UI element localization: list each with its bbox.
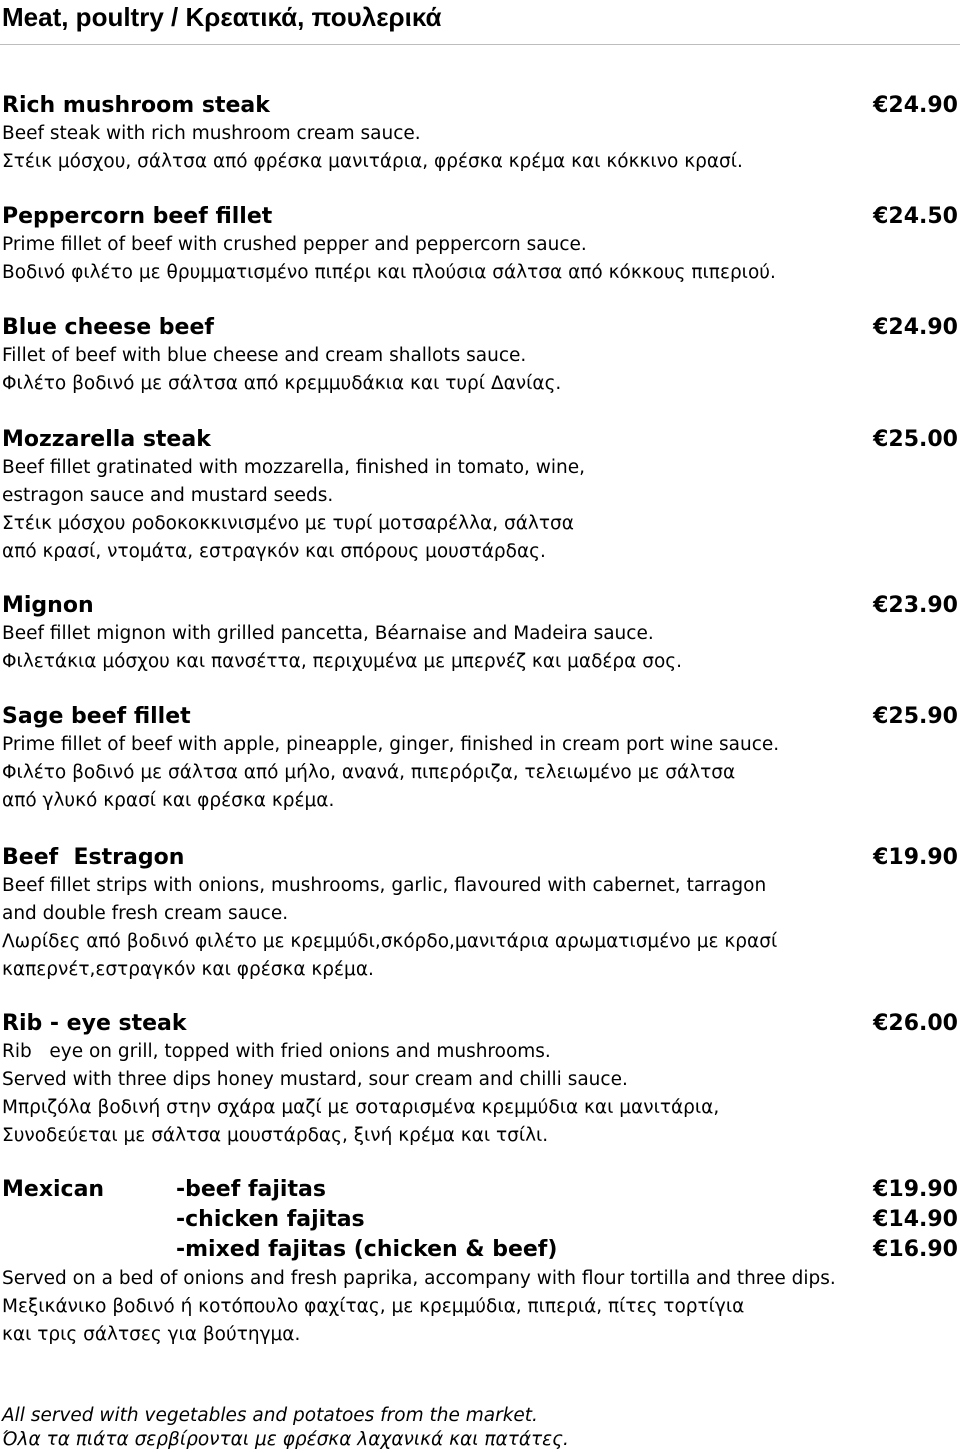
item-description: Prime fillet of beef with crushed pepper and peppercorn sauce. — [2, 234, 587, 255]
fajita-option: -chicken fajitas — [176, 1207, 365, 1232]
item-price: €19.90 — [873, 845, 958, 870]
item-description: από κρασί, ντομάτα, εστραγκόν και σπόρους μουστάρδας. — [2, 541, 546, 562]
menu-item — [2, 203, 958, 287]
item-description: Μπριζόλα βοδινή στην σχάρα μαζί με σοταρισμένα κρεμμύδια και μανιτάρια, — [2, 1097, 720, 1118]
item-description: and double fresh cream sauce. — [2, 903, 289, 924]
item-name: Rib - eye steak — [2, 1011, 187, 1036]
item-description: καπερνέτ,εστραγκόν και φρέσκα κρέμα. — [2, 959, 374, 980]
item-price: €24.50 — [873, 204, 958, 229]
item-description: Στέικ μόσχου ροδοκοκκινισμένο με τυρί μοτσαρέλλα, σάλτσα — [2, 513, 574, 534]
item-name: Rich mushroom steak — [2, 93, 270, 118]
menu-item — [2, 314, 958, 398]
menu-item — [2, 92, 958, 176]
item-description: Served with three dips honey mustard, sour cream and chilli sauce. — [2, 1069, 628, 1090]
item-description: Λωρίδες από βοδινό φιλέτο με κρεμμύδι,σκόρδο,μανιτάρια αρωματισμένο με κρασί — [2, 931, 778, 952]
item-name: Mignon — [2, 593, 94, 618]
item-price: €25.00 — [873, 427, 958, 452]
footer-note-greek: Όλα τα πιάτα σερβίρονται με φρέσκα λαχανικά και πατάτες. — [2, 1429, 569, 1450]
item-description: Beef fillet gratinated with mozzarella, finished in tomato, wine, — [2, 457, 586, 478]
menu-item — [2, 1010, 958, 1150]
item-name: Mozzarella steak — [2, 427, 211, 452]
item-name: Peppercorn beef fillet — [2, 204, 273, 229]
fajita-option: -mixed fajitas (chicken & beef) — [176, 1237, 558, 1262]
footer-note-english: All served with vegetables and potatoes from the market. — [2, 1405, 538, 1426]
item-price: €25.90 — [873, 704, 958, 729]
item-price: €24.90 — [873, 93, 958, 118]
page-title: Meat, poultry / Κρεατικά, πουλερικά — [2, 2, 442, 32]
item-price: €23.90 — [873, 593, 958, 618]
item-name: Blue cheese beef — [2, 315, 214, 340]
fajita-price: €19.90 — [873, 1177, 958, 1202]
item-description: Beef steak with rich mushroom cream sauce. — [2, 123, 421, 144]
fajita-price: €16.90 — [873, 1237, 958, 1262]
item-price: €26.00 — [873, 1011, 958, 1036]
item-description: Fillet of beef with blue cheese and cream shallots sauce. — [2, 345, 527, 366]
item-name: Sage beef fillet — [2, 704, 191, 729]
item-description: Φιλέτο βοδινό με σάλτσα από κρεμμυδάκια και τυρί Δανίας. — [2, 373, 562, 394]
item-description: και τρις σάλτσες για βούτηγμα. — [2, 1324, 301, 1345]
item-description: Rib eye on grill, topped with fried onions and mushrooms. — [2, 1041, 551, 1062]
item-price: €24.90 — [873, 315, 958, 340]
menu-item — [2, 844, 958, 984]
item-description: Φιλέτο βοδινό με σάλτσα από μήλο, ανανά, πιπερόριζα, τελειωμένο με σάλτσα — [2, 762, 736, 783]
item-description: estragon sauce and mustard seeds. — [2, 485, 334, 506]
item-description: Beef fillet strips with onions, mushrooms, garlic, flavoured with cabernet, tarragon — [2, 875, 767, 896]
item-description: Μεξικάνικο βοδινό ή κοτόπουλο φαχίτας, με κρεμμύδια, πιπεριά, πίτες τορτίγια — [2, 1296, 745, 1317]
mexican-label: Mexican — [2, 1177, 105, 1202]
item-description: Served on a bed of onions and fresh paprika, accompany with flour tortilla and three dips. — [2, 1268, 836, 1289]
menu-item — [2, 703, 958, 815]
menu-item — [2, 592, 958, 676]
item-description: Στέικ μόσχου, σάλτσα από φρέσκα μανιτάρια, φρέσκα κρέμα και κόκκινο κρασί. — [2, 151, 743, 172]
item-description: Βοδινό φιλέτο με θρυμματισμένο πιπέρι και πλούσια σάλτσα από κόκκους πιπεριού. — [2, 262, 776, 283]
menu-item — [2, 426, 958, 566]
item-description: από γλυκό κρασί και φρέσκα κρέμα. — [2, 790, 335, 811]
mexican-section — [2, 1175, 958, 1349]
item-description: Beef fillet mignon with grilled pancetta, Béarnaise and Madeira sauce. — [2, 623, 654, 644]
title-divider — [0, 44, 960, 45]
fajita-option: -beef fajitas — [176, 1177, 326, 1202]
item-description: Φιλετάκια μόσχου και πανσέττα, περιχυμένα με μπερνέζ και μαδέρα σος. — [2, 651, 683, 672]
fajita-price: €14.90 — [873, 1207, 958, 1232]
item-description: Prime fillet of beef with apple, pineapple, ginger, finished in cream port wine sauce. — [2, 734, 780, 755]
item-description: Συνοδεύεται με σάλτσα μουστάρδας, ξινή κρέμα και τσίλι. — [2, 1125, 549, 1146]
item-name: Beef Estragon — [2, 845, 185, 870]
